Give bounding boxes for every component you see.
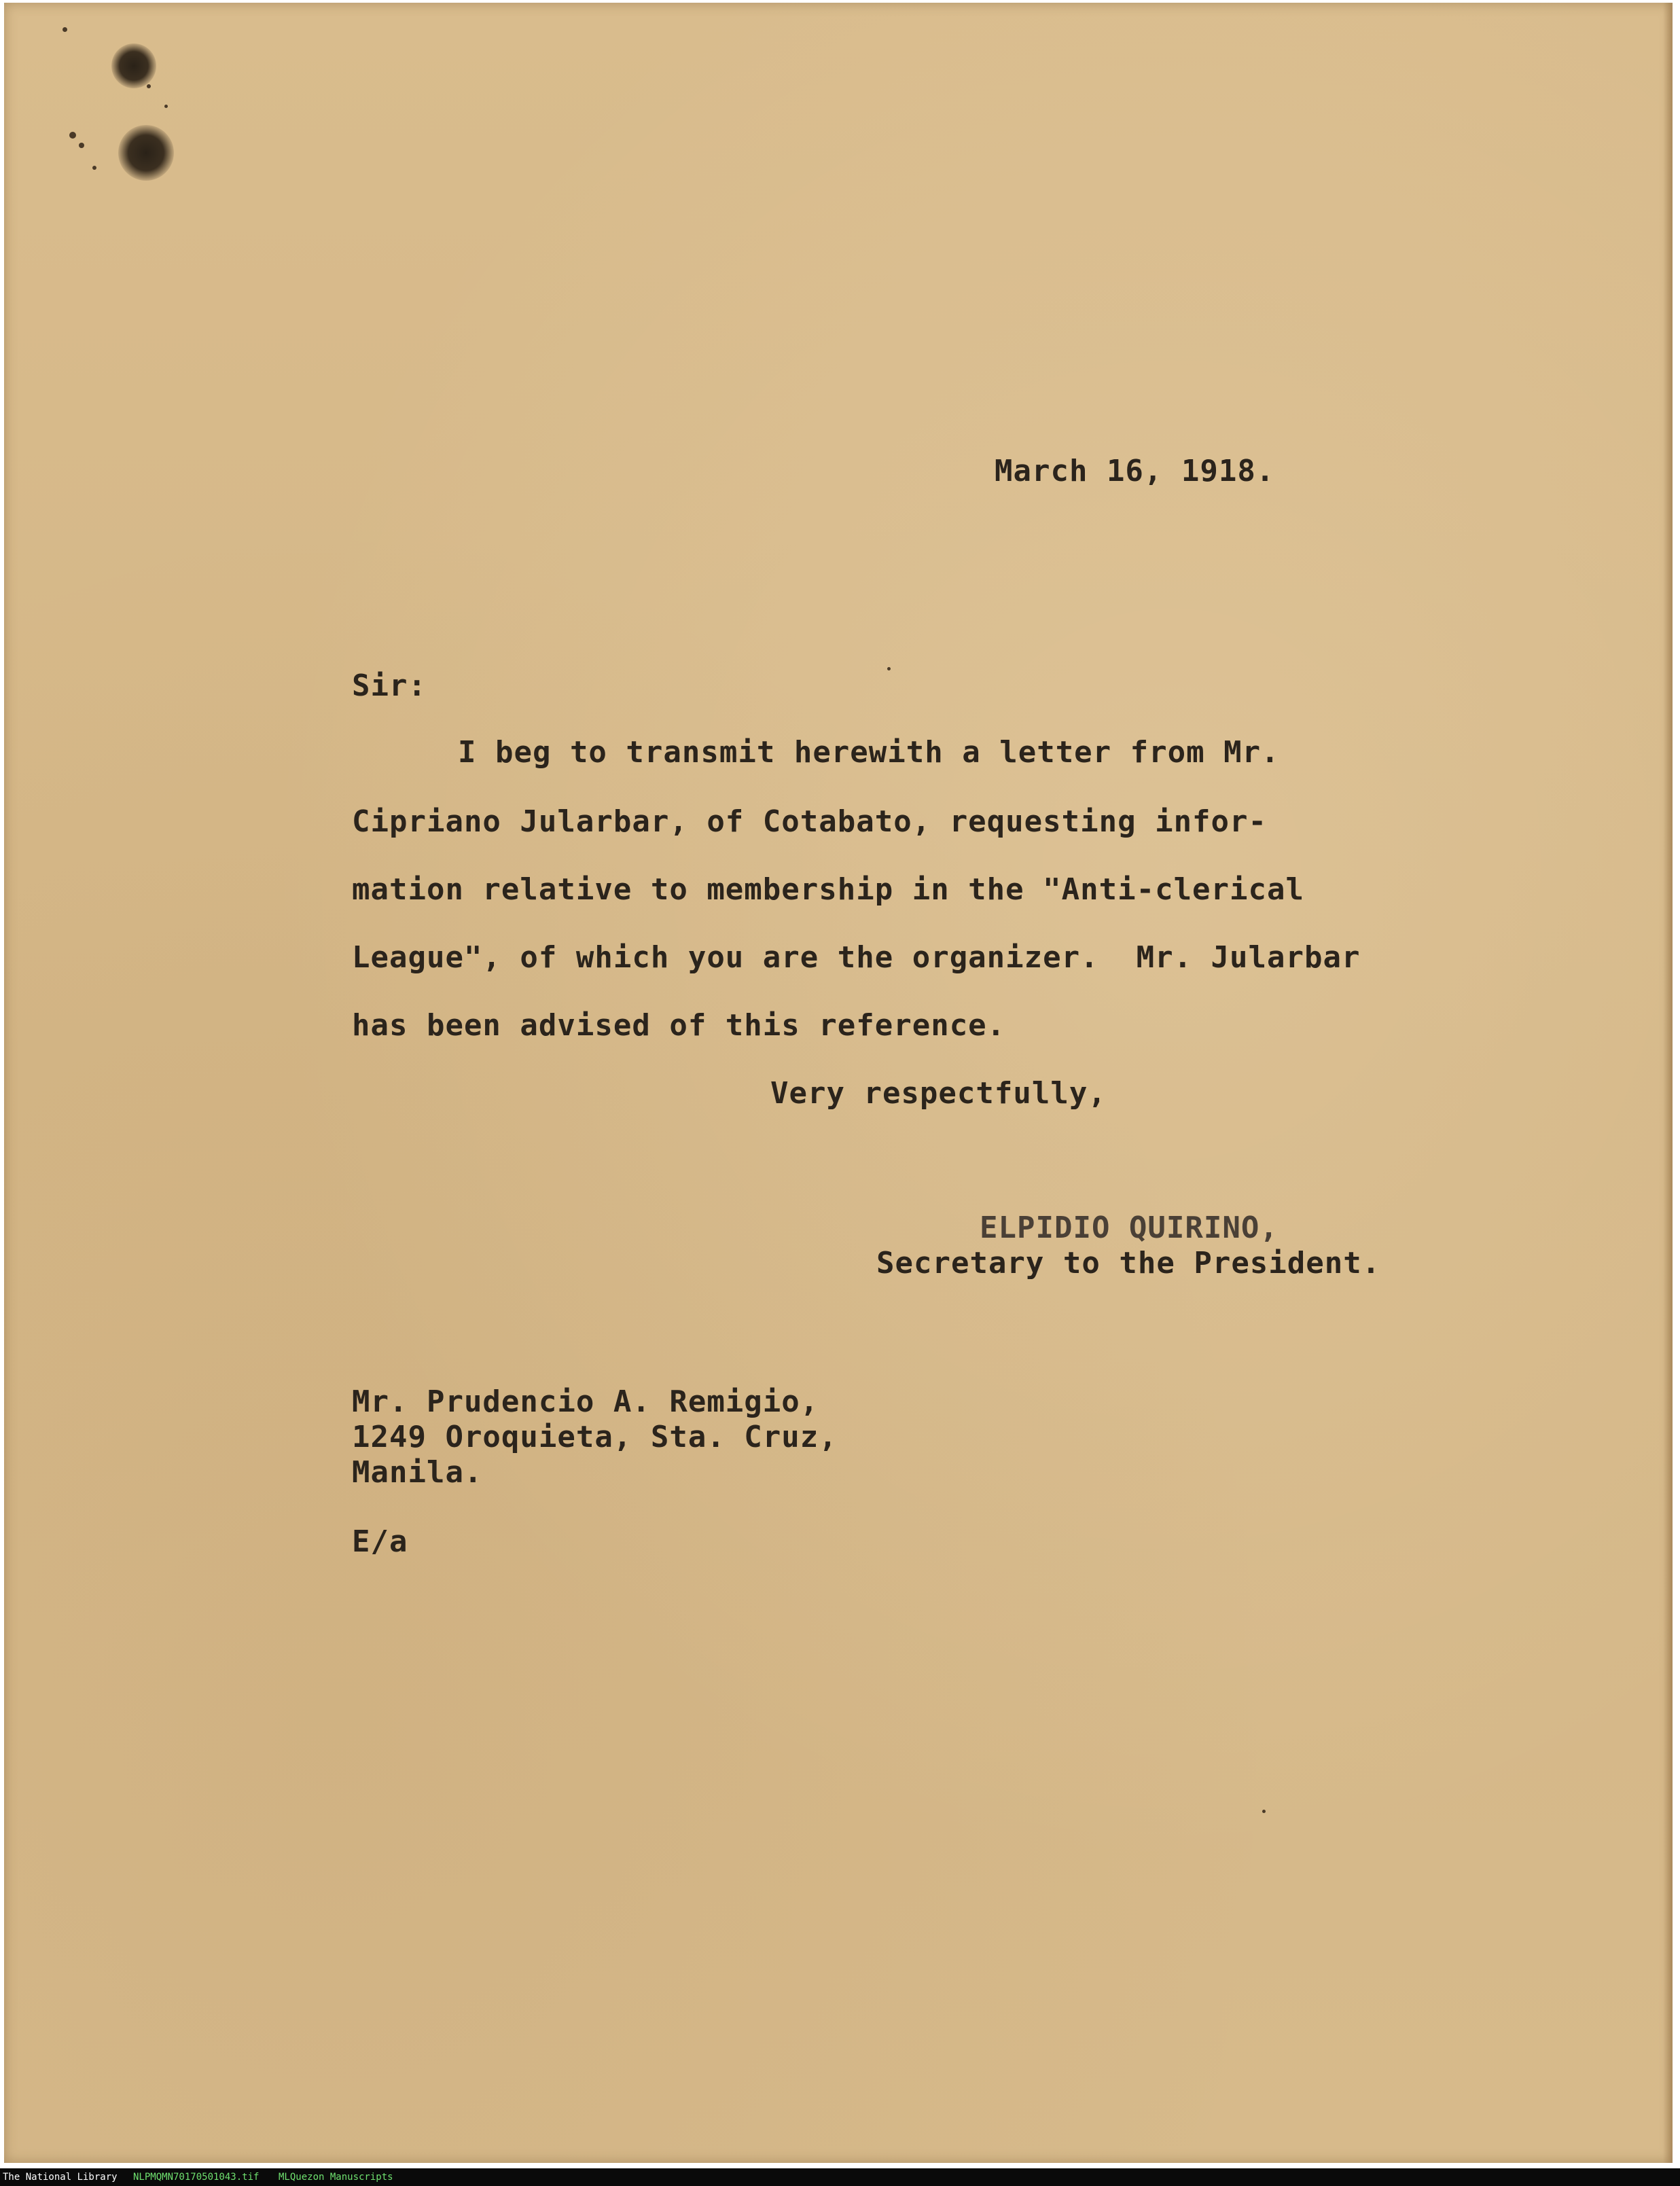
ink-speck (887, 667, 891, 670)
body-line: League", of which you are the organizer. Mr. Jularbar (352, 940, 1361, 975)
footer-collection: MLQuezon Manuscripts (279, 2172, 393, 2183)
signer-name: ELPIDIO QUIRINO, (980, 1211, 1279, 1245)
scan-footer-bar (0, 2168, 1680, 2186)
salutation: Sir: (352, 668, 427, 703)
ink-speck (92, 166, 96, 170)
ink-speck (147, 84, 151, 88)
ink-speck (164, 105, 168, 108)
ink-speck (62, 27, 67, 32)
footer-filename: NLPMQMN70170501043.tif (133, 2172, 260, 2183)
letter-paper (4, 3, 1673, 2163)
ink-stain (118, 125, 174, 181)
recipient-line: 1249 Oroquieta, Sta. Cruz, (352, 1420, 838, 1454)
ink-speck (1262, 1810, 1266, 1813)
ink-stain (111, 43, 156, 88)
body-line: Cipriano Jularbar, of Cotabato, requesting infor- (352, 804, 1268, 839)
signer-title: Secretary to the President. (876, 1246, 1381, 1280)
letter-date: March 16, 1918. (995, 454, 1275, 488)
recipient-line: Mr. Prudencio A. Remigio, (352, 1384, 819, 1419)
body-line: mation relative to membership in the "Anti-clerical (352, 872, 1305, 907)
paper-edge-shadow (1663, 3, 1673, 2163)
reference-initials: E/a (352, 1524, 408, 1559)
body-line: I beg to transmit herewith a letter from Mr. (458, 735, 1280, 770)
ink-speck (69, 132, 76, 139)
recipient-line: Manila. (352, 1455, 483, 1490)
body-line: has been advised of this reference. (352, 1008, 1006, 1043)
footer-library: The National Library (3, 2172, 118, 2183)
complimentary-closing: Very respectfully, (770, 1076, 1107, 1111)
ink-speck (79, 143, 84, 148)
